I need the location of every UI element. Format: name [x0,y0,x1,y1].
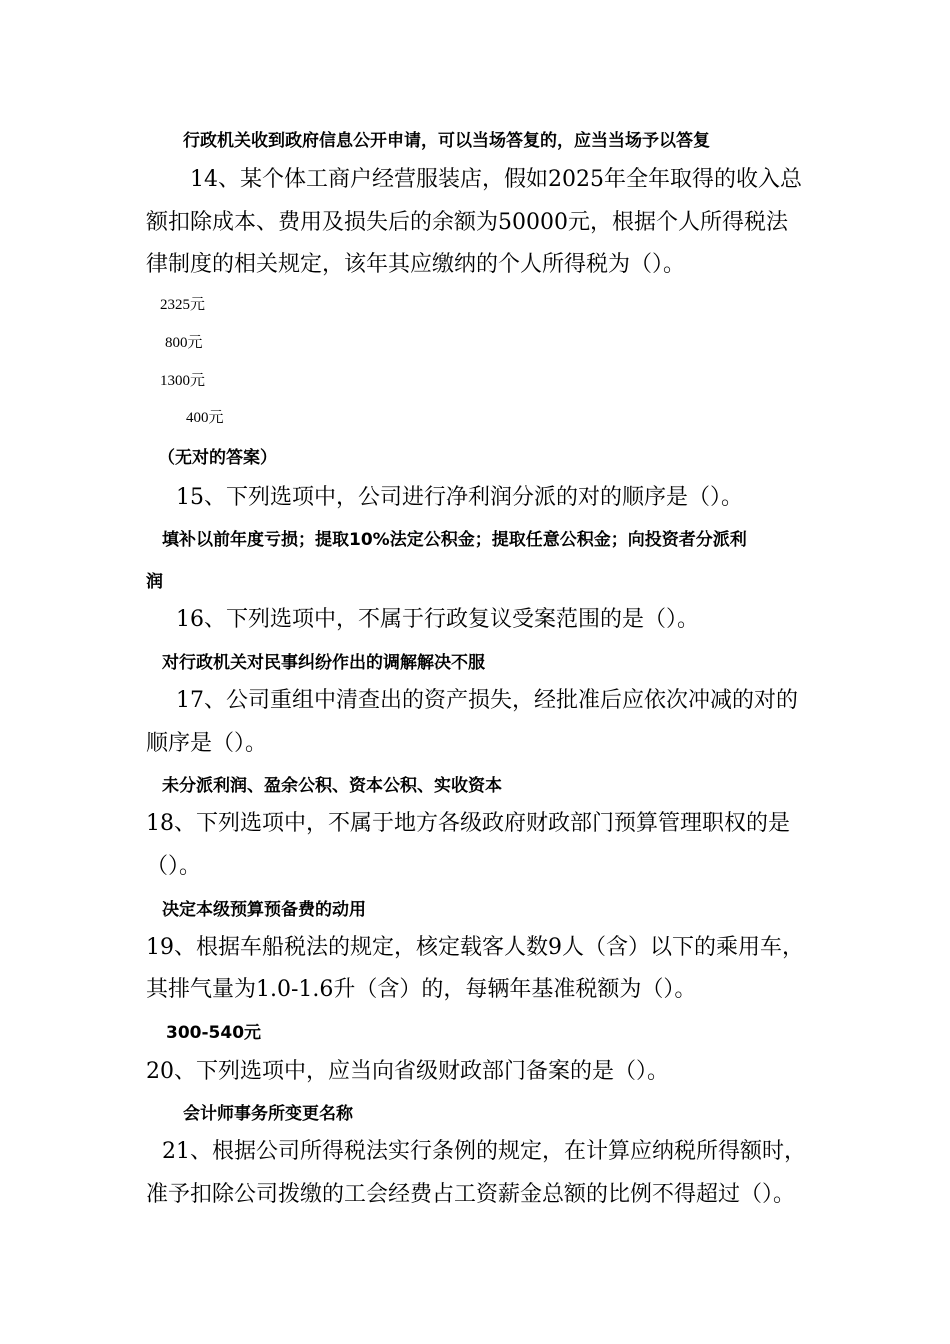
option-a: 2325元 [160,297,206,313]
question-21-line-2: 准予扣除公司拨缴的工会经费占工资薪金总额的比例不得超过（）。 [146,1182,796,1207]
question-14-line-3: 律制度的相关规定，该年其应缴纳的个人所得税为（）。 [146,252,686,277]
answer-line: 决定本级预算预备费的动用 [162,900,366,920]
question-19-line-2: 其排气量为1.0-1.6升（含）的，每辆年基准税额为（）。 [146,977,697,1002]
answer-line: 填补以前年度亏损；提取10%法定公积金；提取任意公积金；向投资者分派利 [162,530,747,550]
question-17-line-2: 顺序是（）。 [146,731,268,756]
option-b: 800元 [165,335,203,351]
question-18-line-1: 18、下列选项中，不属于地方各级政府财政部门预算管理职权的是 [146,811,790,836]
option-c: 1300元 [160,373,206,389]
question-21-line-1: 21、根据公司所得税法实行条例的规定，在计算应纳税所得额时， [162,1139,806,1164]
question-18-line-2: （）。 [146,854,202,879]
option-d: 400元 [186,410,224,426]
answer-line-continued: 润 [146,572,163,592]
answer-line: （无对的答案） [158,448,277,468]
question-14-line-2: 额扣除成本、费用及损失后的余额为50000元，根据个人所得税法 [146,210,788,235]
answer-line: 未分派利润、盈余公积、资本公积、实收资本 [162,776,502,796]
answer-line: 对行政机关对民事纠纷作出的调解解决不服 [162,653,485,673]
question-16: 16、下列选项中，不属于行政复议受案范围的是（）。 [176,607,699,632]
answer-line: 300-540元 [166,1023,262,1043]
question-17-line-1: 17、公司重组中清查出的资产损失，经批准后应依次冲减的对的 [176,688,798,713]
question-19-line-1: 19、根据车船税法的规定，核定载客人数9人（含）以下的乘用车， [146,935,804,960]
answer-line: 会计师事务所变更名称 [183,1104,353,1124]
question-20: 20、下列选项中，应当向省级财政部门备案的是（）。 [146,1059,669,1084]
question-14-line-1: 14、某个体工商户经营服装店，假如2025年全年取得的收入总 [190,167,802,192]
answer-line: 行政机关收到政府信息公开申请，可以当场答复的，应当当场予以答复 [183,131,710,151]
question-15: 15、下列选项中，公司进行净利润分派的对的顺序是（）。 [176,485,743,510]
